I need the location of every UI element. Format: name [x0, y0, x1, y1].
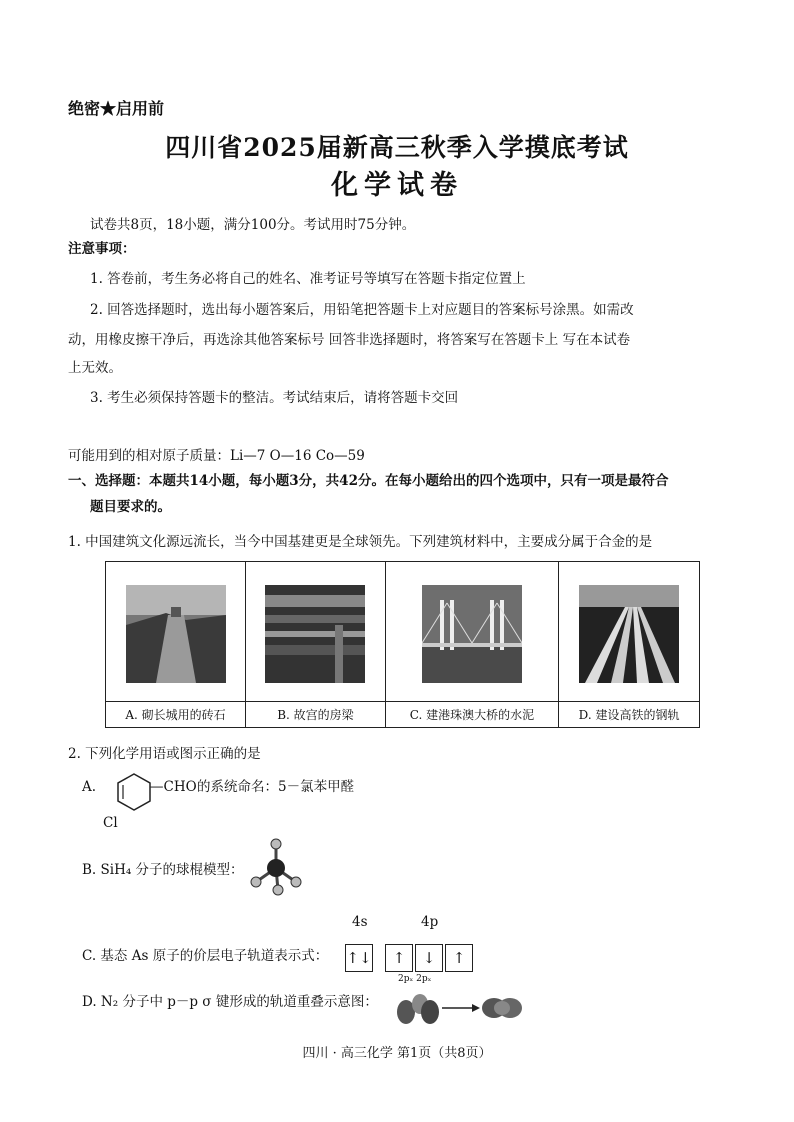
orbital-overlap-label: 2pₓ 2pₓ — [398, 974, 432, 984]
orbital-4p-label: 4p — [421, 914, 439, 930]
exam-title: 四川省2025届新高三秋季入学摸底考试 — [165, 133, 629, 162]
great-wall-photo — [126, 585, 226, 683]
orbital-box-4p-1: ↑ — [385, 944, 413, 972]
section-1-heading-cont: 题目要求的。 — [90, 499, 171, 515]
page-footer: 四川 · 高三化学 第1页（共8页） — [302, 1046, 492, 1061]
q2-option-a-text: 的系统命名：5－氯苯甲醛 — [197, 779, 355, 795]
q2-option-d-text: D. N₂ 分子中 p－p σ 键形成的轨道重叠示意图： — [82, 994, 378, 1010]
q1-option-b: B. 故宫的房梁 — [246, 702, 386, 728]
bridge-photo — [422, 585, 522, 683]
q1-stem: 1. 中国建筑文化源远流长，当今中国基建更是全球领先。下列建筑材料中，主要成分属于合金的是 — [68, 534, 653, 550]
q1-option-d-image-cell — [559, 562, 700, 702]
confidential-label: 绝密★启用前 — [68, 99, 165, 118]
notice-item-2a: 2. 回答选择题时，选出每小题答案后，用铅笔把答题卡上对应题目的答案标号涂黑。如需改 — [90, 302, 634, 318]
q2-option-b-text: B. SiH₄ 分子的球棍模型： — [82, 862, 244, 878]
rail-track-photo — [579, 585, 679, 683]
notice-item-1: 1. 答卷前，考生务必将自己的姓名、准考证号等填写在答题卡指定位置上 — [90, 271, 526, 287]
notice-item-2b: 动，用橡皮擦干净后，再选涂其他答案标号 回答非选择题时，将答案写在答题卡上 写在本试卷 — [68, 332, 631, 348]
ball-stick-model-icon — [248, 838, 304, 896]
q1-option-b-image-cell — [246, 562, 386, 702]
q1-option-a-image-cell — [106, 562, 246, 702]
q1-option-c: C. 建港珠澳大桥的水泥 — [385, 702, 558, 728]
q1-option-c-image-cell — [385, 562, 558, 702]
benzene-ring-icon — [114, 772, 154, 812]
notice-item-3: 3. 考生必须保持答题卡的整洁。考试结束后，请将答题卡交回 — [90, 390, 459, 406]
orbital-box-4p-3: ↑ — [445, 944, 473, 972]
q2-option-a-label: A. — [82, 779, 97, 795]
q2-option-c-text: C. 基态 As 原子的价层电子轨道表示式： — [82, 948, 329, 964]
orbital-box-4p-2: ↓ — [415, 944, 443, 972]
palace-beam-photo — [265, 585, 365, 683]
q1-option-a: A. 砌长城用的砖石 — [106, 702, 246, 728]
orbital-box-4s: ↑↓ — [345, 944, 373, 972]
notice-heading: 注意事项： — [68, 241, 136, 257]
exam-intro: 试卷共8页，18小题，满分100分。考试用时75分钟。 — [90, 217, 416, 233]
orbital-4s-label: 4s — [352, 914, 368, 930]
section-1-heading: 一、选择题：本题共14小题，每小题3分，共42分。在每小题给出的四个选项中，只有一项是最符合 — [68, 473, 669, 489]
atomic-mass-line: 可能用到的相对原子质量：Li—7 O—16 Co—59 — [68, 448, 365, 464]
q1-option-d: D. 建设高铁的钢轨 — [559, 702, 700, 728]
q1-options-table — [105, 561, 700, 728]
q2-option-a-cl: Cl — [103, 815, 118, 831]
notice-item-2c: 上无效。 — [68, 360, 122, 376]
orbital-overlap-diagram-icon — [392, 990, 532, 1030]
q2-stem: 2. 下列化学用语或图示正确的是 — [68, 746, 261, 762]
exam-subject: 化学试卷 — [331, 170, 463, 201]
q2-option-a-cho: —CHO — [150, 779, 197, 795]
